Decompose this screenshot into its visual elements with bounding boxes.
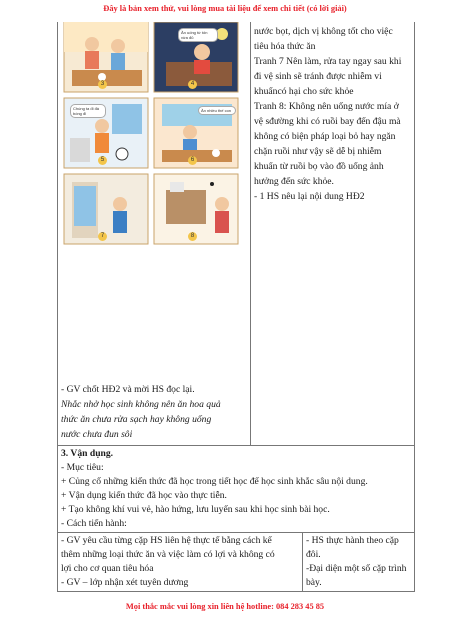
student-line: -Đại diện một số cặp trình [306, 563, 407, 574]
right-line: hưởng đến sức khỏe. [254, 176, 334, 187]
teacher-line: - GV yêu cầu từng cặp HS liên hệ thực tế bằng cách kể [61, 535, 272, 546]
conclusion-line: - GV chốt HĐ2 và mời HS đọc lại. [61, 384, 195, 395]
illustration-number-6: 6 [188, 156, 197, 165]
illustration-number-5: 5 [98, 156, 107, 165]
top-banner: Đây là bản xem thử, vui lòng mua tài liệu để xem chi tiết (có lời giải) [103, 4, 347, 13]
left-column-text [61, 382, 247, 442]
table-left-border [57, 22, 58, 592]
illustration-svg [62, 22, 242, 247]
reminder-line: nước chưa đun sôi [61, 429, 133, 440]
student-line: - HS thực hành theo cặp [306, 535, 399, 546]
right-line: chặn ruồi như vậy sẽ dễ bị nhiễm [254, 146, 382, 157]
bottom-banner: Mọi thắc mắc vui lòng xin liên hệ hotline: 084 283 45 85 [125, 602, 325, 611]
illustration-grid [62, 22, 242, 247]
section3-method-label: - Cách tiến hành: [61, 518, 127, 529]
section3-block [61, 447, 411, 531]
right-line: Tranh 7 Nên làm, rửa tay ngay sau khi [254, 56, 402, 67]
reminder-line: Nhắc nhở học sinh không nên ăn hoa quả [61, 399, 221, 410]
student-line: đôi. [306, 549, 321, 560]
illustration-number-4: 4 [188, 80, 197, 89]
speech-bubble-6: Ăn nhiều thế con [198, 106, 236, 115]
teacher-activity [61, 534, 299, 590]
right-line: vệ sđường khi có ruồi bay đến đậu mà [254, 116, 401, 127]
teacher-line: - GV – lớp nhận xét tuyên dương [61, 577, 189, 588]
row-divider-1 [57, 445, 415, 446]
table-middle-border [250, 22, 251, 445]
table-bottom-border [57, 591, 415, 592]
table-right-border [414, 22, 415, 592]
section3-goal: + Tạo không khí vui vẻ, hào hứng, lưu luyến sau khi học sinh bài học. [61, 504, 330, 515]
student-line: bày. [306, 577, 322, 588]
speech-bubble-4: Ăn uống từ tốn vừa đủ [178, 28, 218, 42]
right-line: tiêu hóa thức ăn [254, 41, 316, 52]
section3-goal: + Củng cố những kiến thức đã học trong tiết học để học sinh khắc sâu nội dung. [61, 476, 368, 487]
right-column-text [254, 24, 412, 204]
section3-goal-label: - Mục tiêu: [61, 462, 104, 473]
section3-goal: + Vận dụng kiến thức đã học vào thực tiễn. [61, 490, 227, 501]
teacher-line: lợi cho cơ quan tiêu hóa [61, 563, 154, 574]
illustration-number-8: 8 [188, 232, 197, 241]
speech-bubble-5: Chúng ta đi đá bóng đi [70, 104, 106, 118]
right-line: Tranh 8: Không nên uống nước mía ở [254, 101, 399, 112]
right-line: đi vệ sinh sẽ tránh được nhiễm vi [254, 71, 382, 82]
student-activity [306, 534, 412, 590]
right-line: khuẩn từ ruồi bọ vào đồ uống ảnh [254, 161, 384, 172]
reminder-line: thức ăn chưa rửa sạch hay không uống [61, 414, 212, 425]
right-line: nước bọt, dịch vị không tốt cho việc [254, 26, 393, 37]
section3-title: 3. Vận dụng. [61, 448, 114, 459]
row-divider-2 [57, 532, 415, 533]
illustration-number-3: 3 [98, 80, 107, 89]
bottom-middle-border [302, 532, 303, 592]
illustration-number-7: 7 [98, 232, 107, 241]
right-line: khuẩncó hại cho sức khỏe [254, 86, 354, 97]
right-line: - 1 HS nêu lại nội dung HĐ2 [254, 191, 365, 202]
teacher-line: thêm những loại thức ăn và việc làm có lợi và không có [61, 549, 275, 560]
right-line: không có biện pháp loại bỏ hay ngăn [254, 131, 396, 142]
